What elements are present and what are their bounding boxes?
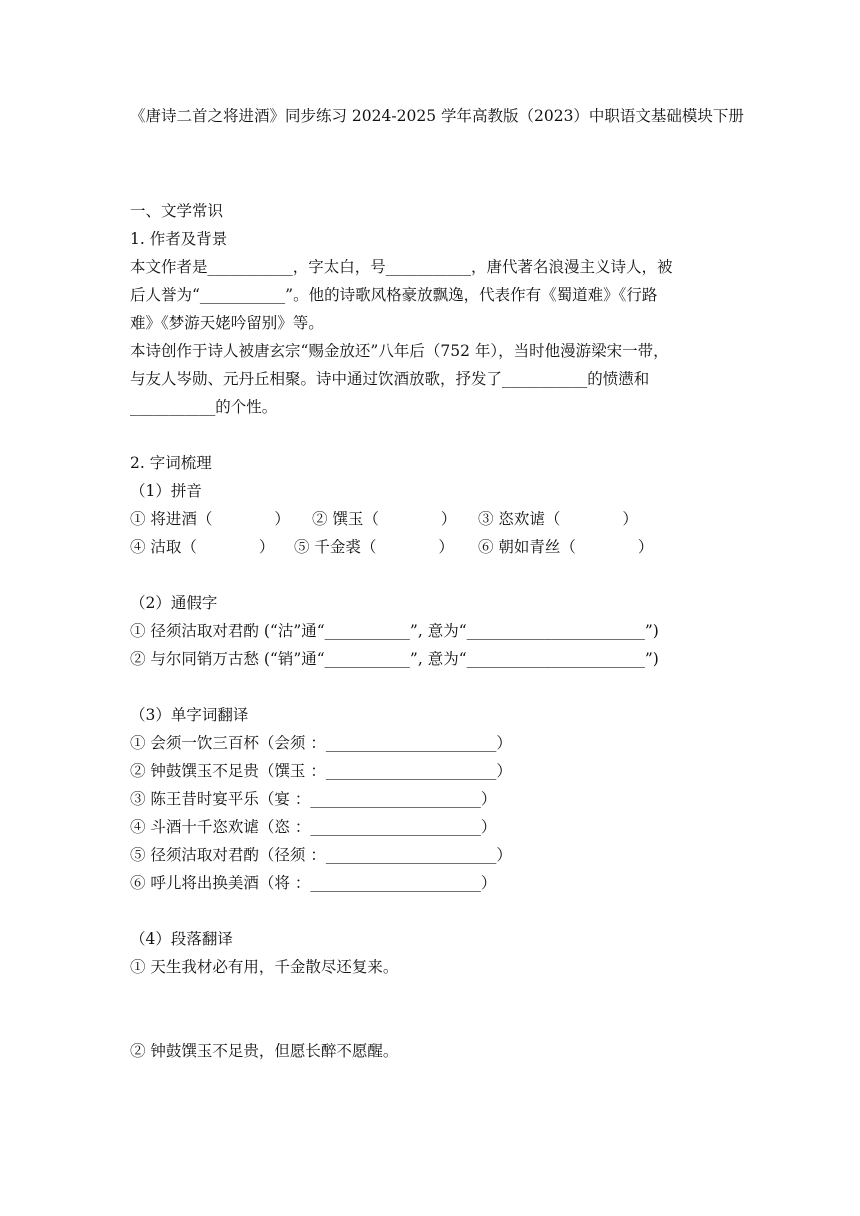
single-word-item: ⑤ 径须沽取对君酌（径须 ：______________________）: [130, 846, 512, 864]
paragraph-background-line-3: ___________的个性。: [130, 398, 278, 416]
subheading-pinyin: （1）拼音: [130, 482, 202, 500]
subheading-paragraph-translation: （4）段落翻译: [130, 930, 233, 948]
subheading-single-word: （3）单字词翻译: [130, 706, 249, 724]
single-word-item: ⑥ 呼儿将出换美酒（将 ：______________________）: [130, 874, 497, 892]
subheading-word-review: 2. 字词梳理: [130, 454, 212, 472]
paragraph-author-line-2: 后人誉为“___________”。他的诗歌风格豪放飘逸，代表作有《蜀道难》《行路: [130, 286, 658, 304]
subheading-author-background: 1. 作者及背景: [130, 230, 228, 248]
pinyin-item: ⑥ 朝如青丝（ ）: [478, 538, 654, 556]
single-word-item: ④ 斗酒十千恣欢谑（恣 ：______________________）: [130, 818, 497, 836]
tongjia-item: ① 径须沽取对君酌 (“沽”通“___________”, 意为“_______________________”): [130, 622, 659, 640]
pinyin-item: ① 将进酒（ ）: [130, 510, 290, 528]
pinyin-row-1: [130, 509, 740, 529]
pinyin-item: ⑤ 千金裘（ ）: [294, 538, 454, 556]
single-word-item: ① 会须一饮三百杯（会须 ：______________________）: [130, 734, 512, 752]
document-title: 《唐诗二首之将进酒》同步练习 2024-2025 学年高教版（2023）中职语文基础模块下册: [130, 107, 744, 125]
pinyin-item: ③ 恣欢谑（ ）: [478, 510, 638, 528]
paragraph-background-line-2: 与友人岑勋、元丹丘相聚。诗中通过饮酒放歌，抒发了___________的愤懑和: [130, 370, 650, 388]
paragraph-background-line-1: 本诗创作于诗人被唐玄宗“赐金放还”八年后（752 年），当时他漫游梁宋一带，: [130, 342, 669, 360]
pinyin-row-2: [130, 537, 740, 557]
pinyin-item: ④ 沽取（ ）: [130, 538, 275, 556]
tongjia-item: ② 与尔同销万古愁 (“销”通“___________”, 意为“_______________________”): [130, 650, 659, 668]
paragraph-translation-item: ② 钟鼓馔玉不足贵，但愿长醉不愿醒。: [130, 1042, 399, 1060]
paragraph-author-line-1: 本文作者是___________，字太白，号___________，唐代著名浪漫主义诗人，被: [130, 258, 673, 276]
paragraph-translation-item: ① 天生我材必有用，千金散尽还复来。: [130, 958, 399, 976]
section-heading-literary-knowledge: 一、文学常识: [130, 202, 224, 220]
subheading-tongjia: （2）通假字: [130, 594, 218, 612]
pinyin-item: ② 馔玉（ ）: [312, 510, 457, 528]
paragraph-author-line-3: 难》《梦游天姥吟留别》等。: [130, 314, 324, 332]
single-word-item: ③ 陈王昔时宴平乐（宴 ：______________________）: [130, 790, 497, 808]
single-word-item: ② 钟鼓馔玉不足贵（馔玉 ：______________________）: [130, 762, 512, 780]
